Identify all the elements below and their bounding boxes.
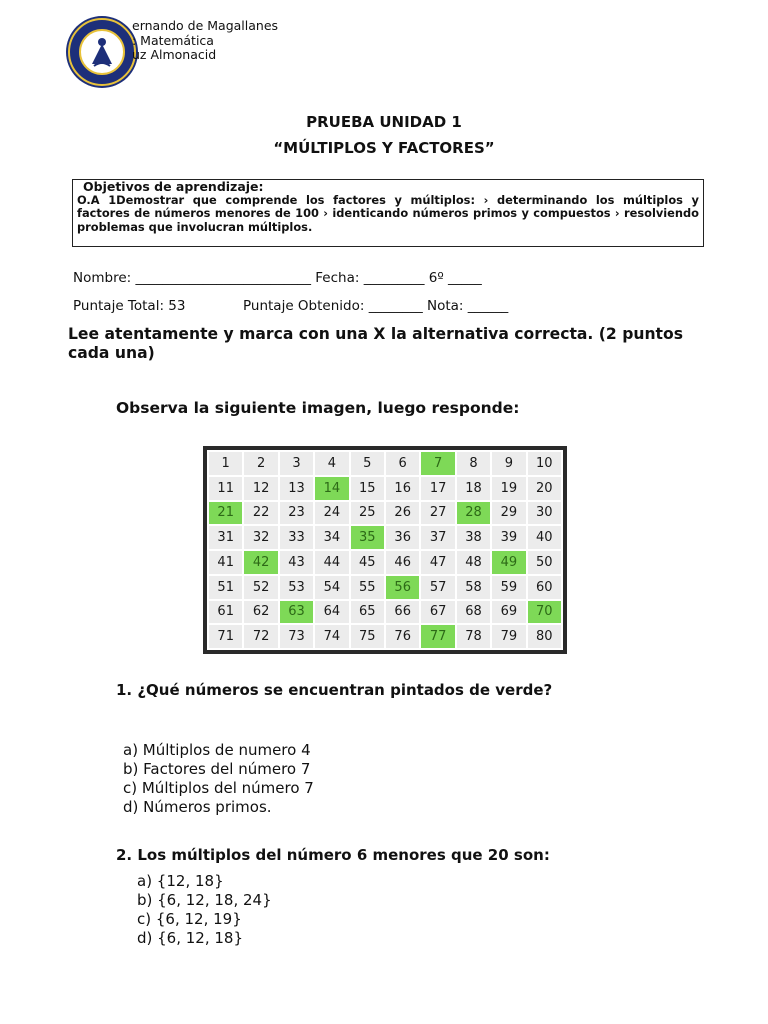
grid-cell-highlighted: 49: [492, 551, 525, 574]
grid-cell: 5: [351, 452, 384, 475]
number-grid-image: [203, 446, 567, 654]
grid-cell: 19: [492, 477, 525, 500]
grid-cell: 73: [280, 625, 313, 648]
grid-cell-highlighted: 7: [421, 452, 454, 475]
grid-cell: 62: [244, 601, 277, 624]
grid-cell: 29: [492, 502, 525, 525]
grid-cell: 79: [492, 625, 525, 648]
grid-cell: 31: [209, 526, 242, 549]
grid-cell: 72: [244, 625, 277, 648]
grid-cell: 34: [315, 526, 348, 549]
question-2-options: [137, 872, 272, 948]
test-title: PRUEBA UNIDAD 1: [306, 113, 462, 131]
grid-cell: 46: [386, 551, 419, 574]
grid-cell: 37: [421, 526, 454, 549]
option-a[interactable]: a) Múltiplos de numero 4: [123, 741, 311, 759]
grid-cell: 68: [457, 601, 490, 624]
objectives-text: O.A 1Demostrar que comprende los factores y múltiplos: › determinando los múltiplos y factores de números menores de 100 › identicando números primos y compuestos › resolviendo problemas que involucran múltiplos.: [77, 193, 699, 234]
test-subtitle: “MÚLTIPLOS Y FACTORES”: [273, 139, 495, 157]
grid-cell: 38: [457, 526, 490, 549]
option-d[interactable]: d) {6, 12, 18}: [137, 929, 244, 947]
grid-cell: 40: [528, 526, 561, 549]
grid-cell: 65: [351, 601, 384, 624]
option-b[interactable]: b) Factores del número 7: [123, 760, 311, 778]
grid-cell: 12: [244, 477, 277, 500]
grid-cell: 4: [315, 452, 348, 475]
grid-cell: 78: [457, 625, 490, 648]
question-1-options: [123, 741, 314, 817]
grid-cell: 69: [492, 601, 525, 624]
teacher-name: uz Almonacid: [132, 47, 217, 62]
grid-cell: 57: [421, 576, 454, 599]
grid-cell: 36: [386, 526, 419, 549]
grid-cell: 80: [528, 625, 561, 648]
grid-cell: 22: [244, 502, 277, 525]
grid-cell: 15: [351, 477, 384, 500]
school-name: ernando de Magallanes: [132, 18, 279, 33]
number-grid: [207, 450, 563, 650]
grid-cell: 76: [386, 625, 419, 648]
puntaje-obtenido: Puntaje Obtenido: ________ Nota: ______: [243, 298, 509, 314]
grid-cell: 47: [421, 551, 454, 574]
grid-cell: 27: [421, 502, 454, 525]
objectives-label: Objetivos de aprendizaje:: [83, 179, 264, 194]
grid-cell: 45: [351, 551, 384, 574]
grid-cell: 3: [280, 452, 313, 475]
grid-cell: 8: [457, 452, 490, 475]
grid-cell: 44: [315, 551, 348, 574]
grid-cell: 16: [386, 477, 419, 500]
grid-cell: 50: [528, 551, 561, 574]
grid-cell: 32: [244, 526, 277, 549]
subject-name: : Matemática: [132, 33, 214, 48]
grid-cell: 17: [421, 477, 454, 500]
grid-cell: 67: [421, 601, 454, 624]
option-c[interactable]: c) {6, 12, 19}: [137, 910, 242, 928]
grid-cell-highlighted: 63: [280, 601, 313, 624]
grid-cell: 66: [386, 601, 419, 624]
grid-cell: 61: [209, 601, 242, 624]
question-2: 2. Los múltiplos del número 6 menores que 20 son:: [116, 846, 550, 864]
grid-cell-highlighted: 70: [528, 601, 561, 624]
option-d[interactable]: d) Números primos.: [123, 798, 272, 816]
grid-cell: 71: [209, 625, 242, 648]
grid-cell: 11: [209, 477, 242, 500]
school-crest-logo: [64, 14, 140, 90]
grid-cell: 26: [386, 502, 419, 525]
grid-cell: 41: [209, 551, 242, 574]
grid-cell-highlighted: 35: [351, 526, 384, 549]
instructions: Lee atentamente y marca con una X la alternativa correcta. (2 puntos cada una): [68, 325, 684, 362]
grid-cell: 55: [351, 576, 384, 599]
grid-cell-highlighted: 77: [421, 625, 454, 648]
grid-cell: 51: [209, 576, 242, 599]
observe-prompt: Observa la siguiente imagen, luego responde:: [116, 399, 520, 417]
grid-cell: 43: [280, 551, 313, 574]
grid-cell: 30: [528, 502, 561, 525]
grid-cell: 6: [386, 452, 419, 475]
grid-cell: 64: [315, 601, 348, 624]
grid-cell: 75: [351, 625, 384, 648]
student-info-line: Nombre: __________________________ Fecha: _________ 6º _____: [73, 270, 482, 286]
grid-cell: 13: [280, 477, 313, 500]
grid-cell: 2: [244, 452, 277, 475]
grid-cell: 33: [280, 526, 313, 549]
grid-cell: 25: [351, 502, 384, 525]
grid-cell: 58: [457, 576, 490, 599]
grid-cell-highlighted: 28: [457, 502, 490, 525]
puntaje-total: Puntaje Total: 53: [73, 298, 186, 314]
grid-cell: 23: [280, 502, 313, 525]
option-a[interactable]: a) {12, 18}: [137, 872, 224, 890]
grid-cell: 54: [315, 576, 348, 599]
grid-cell: 59: [492, 576, 525, 599]
grid-cell: 20: [528, 477, 561, 500]
grid-cell: 74: [315, 625, 348, 648]
option-b[interactable]: b) {6, 12, 18, 24}: [137, 891, 272, 909]
grid-cell: 24: [315, 502, 348, 525]
grid-cell: 9: [492, 452, 525, 475]
grid-cell: 60: [528, 576, 561, 599]
grid-cell-highlighted: 56: [386, 576, 419, 599]
option-c[interactable]: c) Múltiplos del número 7: [123, 779, 314, 797]
objectives-box: [72, 179, 704, 247]
grid-cell: 18: [457, 477, 490, 500]
grid-cell: 10: [528, 452, 561, 475]
grid-cell-highlighted: 14: [315, 477, 348, 500]
grid-cell: 39: [492, 526, 525, 549]
grid-cell-highlighted: 21: [209, 502, 242, 525]
grid-cell: 48: [457, 551, 490, 574]
grid-cell-highlighted: 42: [244, 551, 277, 574]
grid-cell: 1: [209, 452, 242, 475]
grid-cell: 52: [244, 576, 277, 599]
question-1: 1. ¿Qué números se encuentran pintados de verde?: [116, 681, 553, 699]
grid-cell: 53: [280, 576, 313, 599]
